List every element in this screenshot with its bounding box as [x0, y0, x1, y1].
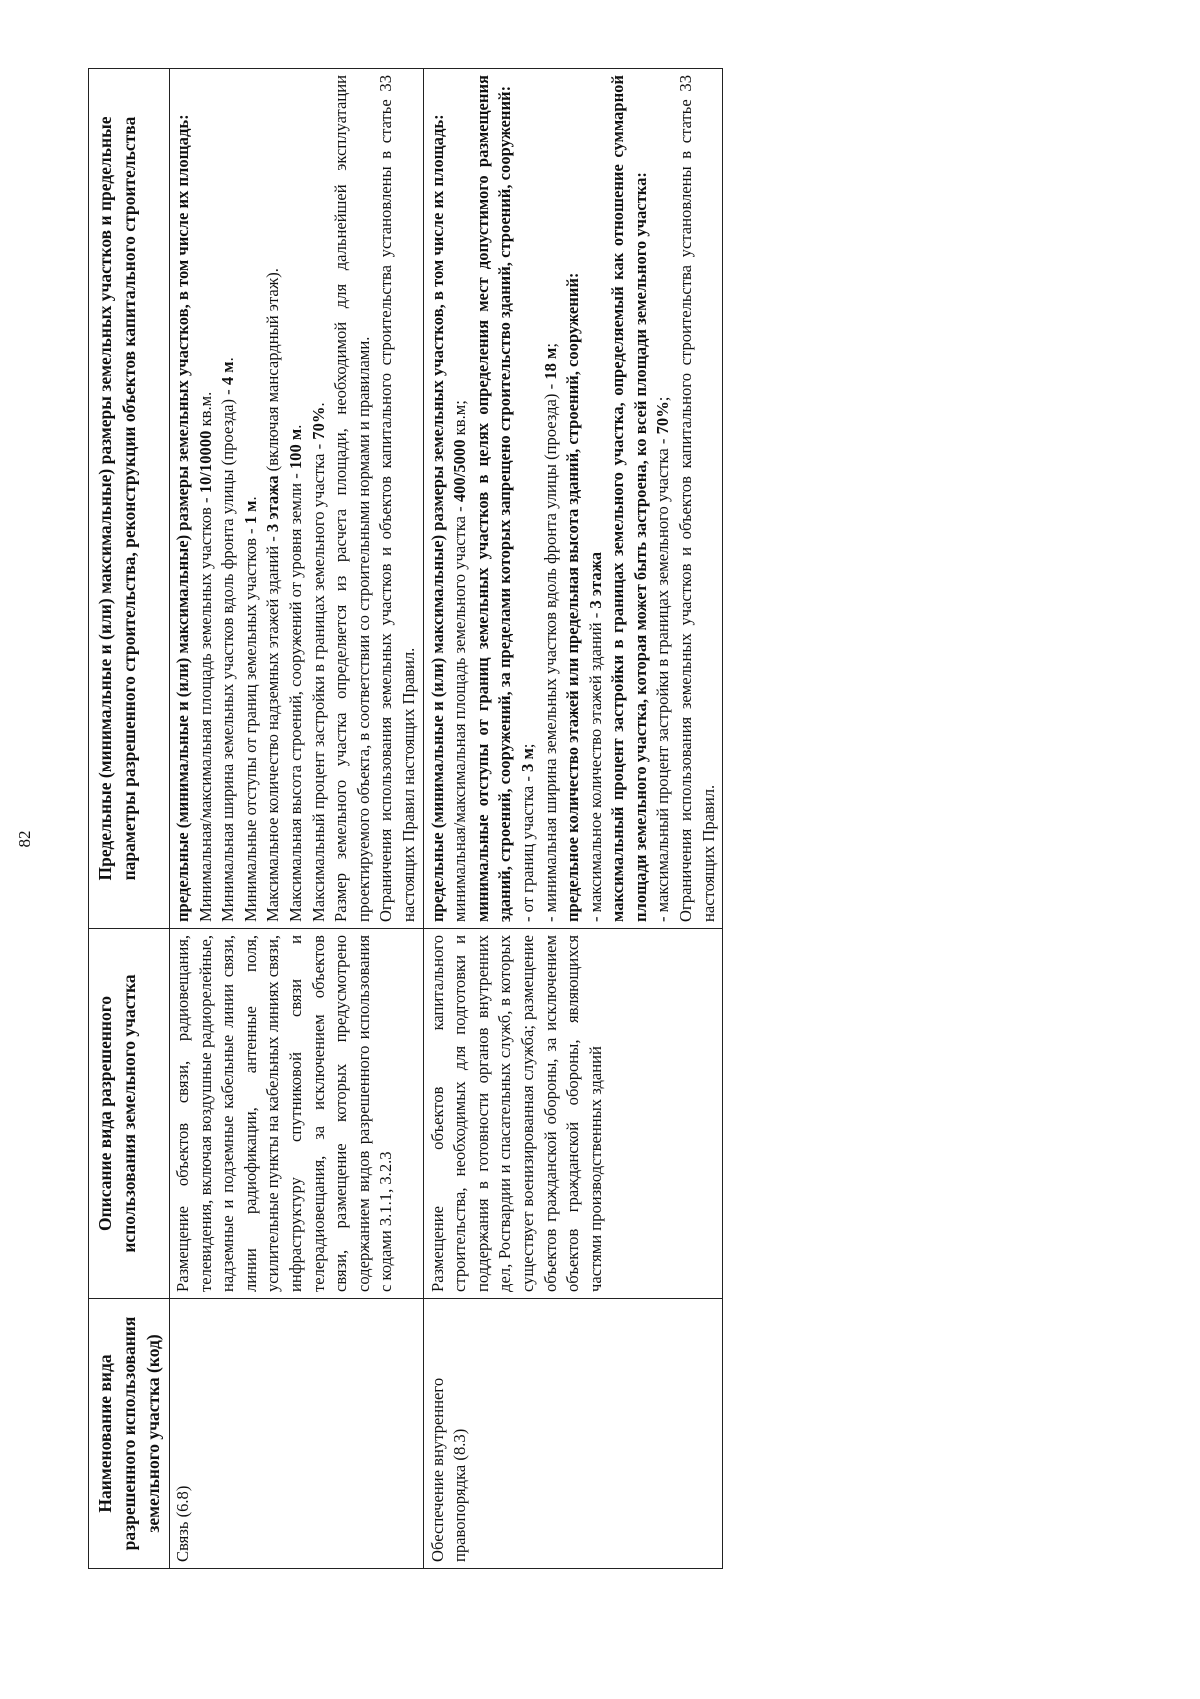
parameter-line — [195, 75, 218, 922]
parameter-line — [540, 75, 563, 922]
header-use-description: Описание вида разрешенного использования земельного участка — [89, 929, 170, 1299]
parameter-line — [217, 75, 240, 922]
parameter-text: - максимальный процент застройки в границах земельного участка - — [653, 434, 673, 922]
parameter-line — [427, 75, 450, 922]
parameter-text: Максимальный процент застройки в границах земельного участка - — [308, 439, 328, 922]
parameter-text: - от границ участка - — [517, 771, 537, 922]
parameter-line — [172, 75, 195, 922]
parameter-line — [308, 75, 331, 922]
parameter-text: Минимальная/максимальная площадь земельных участков - — [195, 493, 215, 922]
parameter-text: . — [308, 402, 328, 407]
parameter-text: (включая мансардный этаж). — [263, 268, 283, 476]
parameter-value: максимальный процент застройки в границах земельного участка, определяемый как отношение суммарной площади земельного участка, которая может быть застроена, ко всей площади земельного участка: — [608, 75, 650, 922]
parameter-line — [562, 75, 585, 922]
parameter-text: . — [285, 424, 305, 429]
header-use-name: Наименование вида разрешенного использования земельного участка (код) — [89, 1299, 170, 1569]
cell-parameters — [170, 69, 424, 929]
parameter-text: минимальная/максимальная площадь земельного участка - — [450, 502, 470, 922]
parameter-line — [240, 75, 263, 922]
parameter-text: Минимальные отступы от границ земельных участков - — [240, 524, 260, 922]
parameter-value: 400/5000 — [450, 439, 470, 503]
parameter-text: Ограничения использования земельных участков и объектов капитального строительства установлены в статье 33 настоящих Правил настоящих Правил. — [376, 75, 418, 922]
cell-description: Размещение объектов связи, радиовещания, телевидения, включая воздушные радиорелейные, надземные и подземные кабельные линии связи, линии радиофикации, антенные поля, усилительные пункты на кабельных линиях связи, инфраструктуру спутниковой связи и телерадиовещания, за исключением объектов связи, размещение которых предусмотрено содержанием видов разрешенного использования с кодами 3.1.1, 3.2.3 — [170, 929, 424, 1299]
parameter-value: предельное количество этажей или предельная высота зданий, строений, сооружений: — [563, 272, 583, 922]
parameter-line — [262, 75, 285, 922]
parameter-line — [585, 75, 608, 922]
parameter-text: кв.м. — [195, 391, 215, 431]
table-row — [170, 69, 424, 1569]
parameter-text: Размер земельного участка определяется из расчета площади, необходимой для дальнейшей эксплуатации проектируемого объекта, в соответствии со строительными нормами и правилами. — [331, 75, 373, 922]
parameter-line — [375, 75, 420, 922]
parameter-line — [517, 75, 540, 922]
table-header-row — [89, 69, 170, 1569]
parameter-line — [330, 75, 375, 922]
parameter-value: 3 м — [517, 748, 537, 772]
cell-description: Размещение объектов капитального строительства, необходимых для подготовки и поддержания в готовности органов внутренних дел, Росгвардии и спасательных служб, в которых существует военизированная служба; размещение объектов гражданской обороны, за исключением объектов гражданской обороны, являющихся частями производственных зданий — [423, 929, 723, 1299]
parameter-text: Максимальное количество надземных этажей зданий - — [263, 532, 283, 922]
parameter-value: минимальные отступы от границ земельных участков в целях определения мест допустимого размещения зданий, строений, сооружений, за пределами которых запрещено строительство зданий, строений, сооружений: — [472, 75, 515, 922]
parameter-text: Ограничения использования земельных участков и объектов капитального строительства установлены в статье 33 настоящих Правил. — [676, 75, 718, 922]
parameter-value: 3 этажа — [263, 475, 283, 533]
parameter-text: ; — [540, 343, 560, 348]
parameter-text: ; — [517, 743, 537, 749]
land-use-table — [88, 68, 723, 1569]
parameter-value: 10/10000 — [195, 430, 215, 494]
page-number: 82 — [15, 830, 34, 848]
parameter-text: - максимальное количество этажей зданий - — [585, 608, 605, 922]
parameter-value: 3 этажа — [585, 551, 605, 609]
parameter-value: 18 м — [540, 347, 560, 380]
parameter-text: - минимальная ширина земельных участков вдоль фронта улицы (проезда) - — [540, 379, 560, 922]
cell-parameters — [423, 69, 723, 929]
parameter-line — [449, 75, 472, 922]
parameter-value: предельные (минимальные и (или) максимальные) размеры земельных участков, в том числе их площадь: — [173, 114, 192, 922]
parameter-text: Максимальная высота строений, сооружений от уровня земли - — [285, 469, 305, 922]
parameter-value: предельные (минимальные и (или) максимальные) размеры земельных участков, в том числе их площадь: — [427, 114, 447, 922]
parameter-line — [607, 75, 652, 922]
cell-use-name: Связь (6.8) — [170, 1299, 424, 1569]
table-row — [423, 69, 723, 1569]
parameter-value: 4 м — [218, 361, 238, 386]
parameter-value: 1 м — [240, 500, 260, 525]
header-limit-parameters: Предельные (минимальные и (или) максимальные) размеры земельных участков и предельные параметры разрешенного строительства, реконструкции объектов капитального строительства — [89, 69, 170, 929]
parameter-line — [652, 75, 675, 922]
parameter-text: . — [218, 357, 238, 362]
parameter-value: 70% — [308, 406, 328, 440]
parameter-text: Минимальная ширина земельных участков вдоль фронта улицы (проезда) - — [218, 385, 238, 922]
parameter-text: . — [240, 496, 260, 501]
parameter-line — [472, 75, 517, 922]
cell-use-name: Обеспечение внутреннего правопорядка (8.3) — [423, 1299, 723, 1569]
parameter-value: 70% — [653, 401, 673, 435]
parameter-value: 100 м — [285, 428, 305, 470]
parameter-line — [675, 75, 720, 922]
parameter-text: кв.м; — [450, 400, 470, 440]
parameter-text: ; — [653, 396, 673, 402]
parameter-line — [285, 75, 308, 922]
